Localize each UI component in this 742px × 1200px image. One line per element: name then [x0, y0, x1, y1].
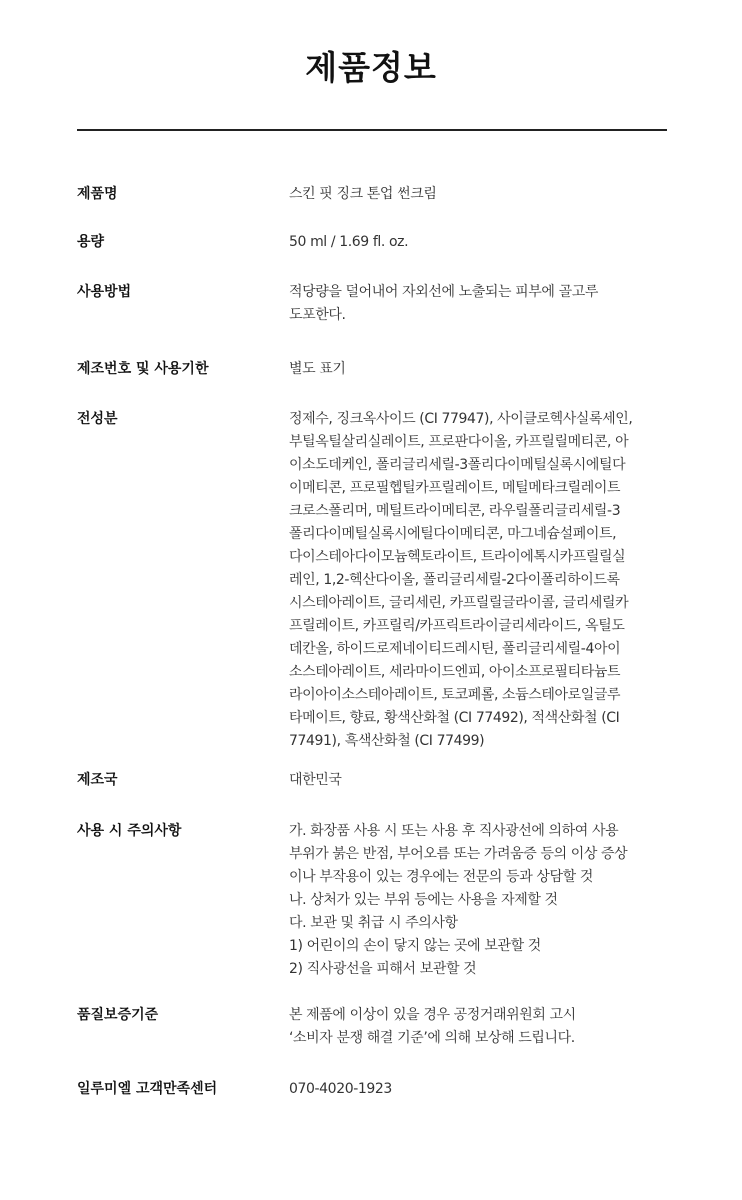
info-label: 사용 시 주의사항 [77, 823, 182, 839]
info-label: 전성분 [77, 411, 118, 427]
title-divider [77, 129, 667, 131]
info-value: 본 제품에 이상이 있을 경우 공정거래위원회 고시 ‘소비자 분쟁 해결 기준’에 의해 보상해 드립니다. [289, 1007, 576, 1046]
page-title: 제품정보 [305, 48, 437, 87]
info-label: 제조국 [77, 772, 118, 788]
info-value: 별도 표기 [289, 361, 346, 377]
info-value: 가. 화장품 사용 시 또는 사용 후 직사광선에 의하여 사용 부위가 붉은 반점, 부어오름 또는 가려움증 등의 이상 증상 이나 부작용이 있는 경우에는 전문의 등과 상담할 것 나. 상처가 있는 부위 등에는 사용을 자제할 것 다. 보관 및 취급 시 주의사항 1) 어린이의 손이 닿지 않는 곳에 보관할 것 2) 직사광선을 피해서 보관할 것 [289, 823, 628, 977]
info-value: 070-4020-1923 [289, 1081, 392, 1097]
info-value: 정제수, 징크옥사이드 (CI 77947), 사이클로헥사실록세인, 부틸옥틸살리실레이트, 프로판다이올, 카프릴릴메티콘, 아 이소도데케인, 폴리글리세릴-3폴리다이메틸실록시에틸다 이메티콘, 프로필헵틸카프릴레이트, 메틸메타크릴레이트 크로스폴리머, 메틸트라이메티콘, 라우릴폴리글리세릴-3 폴리다이메틸실록시에틸다이메티콘, 마그네슘설페이트, 다이스테아다이모늄헥토라이트, 트라이에톡시카프릴릴실 레인, 1,2-헥산다이올, 폴리글리세릴-2다이폴리하이드록 시스테아레이트, 글리세린, 카프릴릴글라이콜, 글리세릴카 프릴레이트, 카프릴릭/카프릭트라이글리세라이드, 옥틸도 데칸올, 하이드로제네이티드레시틴, 폴리글리세릴-4아이 소스테아레이트, 세라마이드엔피, 아이소프로필티타늄트 라이아이소스테아레이트, 토코페롤, 소듐스테아로일글루 타메이트, 향료, 황색산화철 (CI 77492), 적색산화철 (CI 77491), 흑색산화철 (CI 77499) [289, 411, 633, 749]
info-label: 품질보증기준 [77, 1007, 159, 1023]
info-label: 제조번호 및 사용기한 [77, 361, 209, 377]
info-label: 제품명 [77, 186, 118, 202]
info-label: 사용방법 [77, 284, 132, 300]
info-label: 일루미엘 고객만족센터 [77, 1081, 218, 1097]
info-value: 50 ml / 1.69 fl. oz. [289, 234, 409, 250]
info-value: 스킨 핏 징크 톤업 썬크림 [289, 186, 437, 202]
info-value: 대한민국 [289, 772, 342, 788]
info-value: 적당량을 덜어내어 자외선에 노출되는 피부에 골고루 도포한다. [289, 284, 598, 323]
info-label: 용량 [77, 234, 105, 250]
